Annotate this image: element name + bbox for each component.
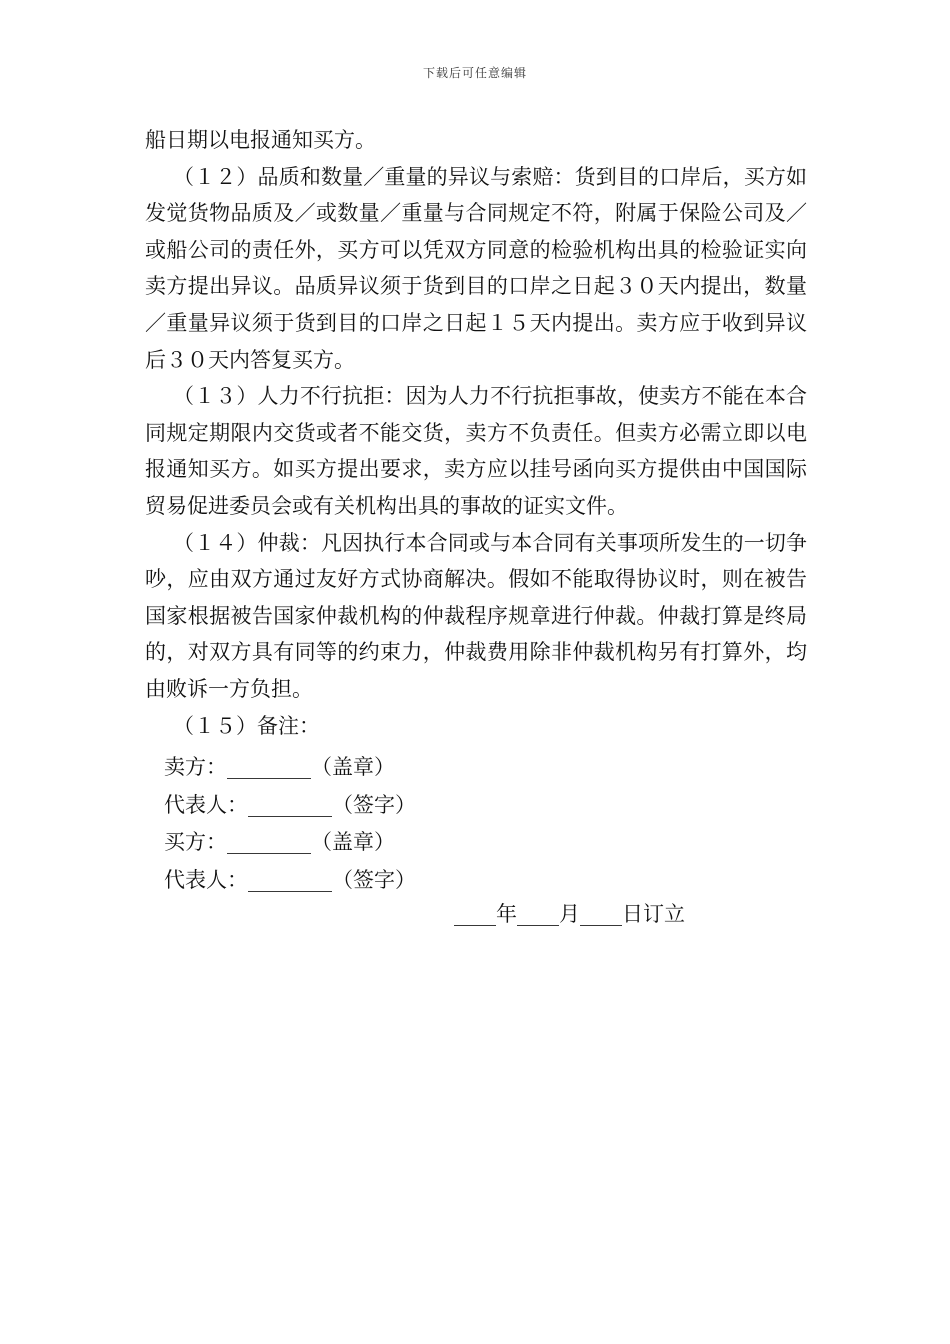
buyer-seal-line: 买方：________（盖章）: [164, 830, 395, 854]
signing-date-line: ____年____月____日订立: [454, 902, 685, 926]
seller-seal-line: 卖方：________（盖章）: [164, 755, 395, 779]
paragraph-clause-14-arbitration: （１４）仲裁：凡因执行本合同或与本合同有关事项所发生的一切争吵，应由双方通过友好方式协商解决。假如不能取得协议时，则在被告国家根据被告国家仲裁机构的仲裁程序规章进行仲裁。仲裁打算是终局的，对双方具有同等的约束力，仲裁费用除非仲裁机构另有打算外，均由败诉一方负担。: [145, 530, 807, 701]
contract-body: [145, 122, 807, 744]
buyer-representative-line: 代表人：________（签字）: [164, 867, 416, 892]
paragraph-clause-13-force-majeure: （１３）人力不行抗拒：因为人力不行抗拒事故，使卖方不能在本合同规定期限内交货或者不能交货，卖方不负责任。但卖方必需立即以电报通知买方。如买方提出要求，卖方应以挂号函向买方提供由中国国际贸易促进委员会或有关机构出具的事故的证实文件。: [145, 384, 807, 518]
paragraph-clause-12-claims: （１２）品质和数量／重量的异议与索赔：货到目的口岸后，买方如发觉货物品质及／或数量／重量与合同规定不符，附属于保险公司及／或船公司的责任外，买方可以凭双方同意的检验机构出具的检验证实向卖方提出异议。品质异议须于货到目的口岸之日起３０天内提出，数量／重量异议须于货到目的口岸之日起１５天内提出。卖方应于收到异议后３０天内答复买方。: [145, 164, 807, 372]
page-header: 下载后可任意编辑: [422, 66, 527, 80]
seller-representative-line: 代表人：________（签字）: [164, 792, 416, 817]
paragraph-shipping-notice: 船日期以电报通知买方。: [145, 128, 376, 152]
signature-block: [164, 749, 416, 899]
paragraph-clause-15-remarks: （１５）备注：: [173, 713, 320, 738]
